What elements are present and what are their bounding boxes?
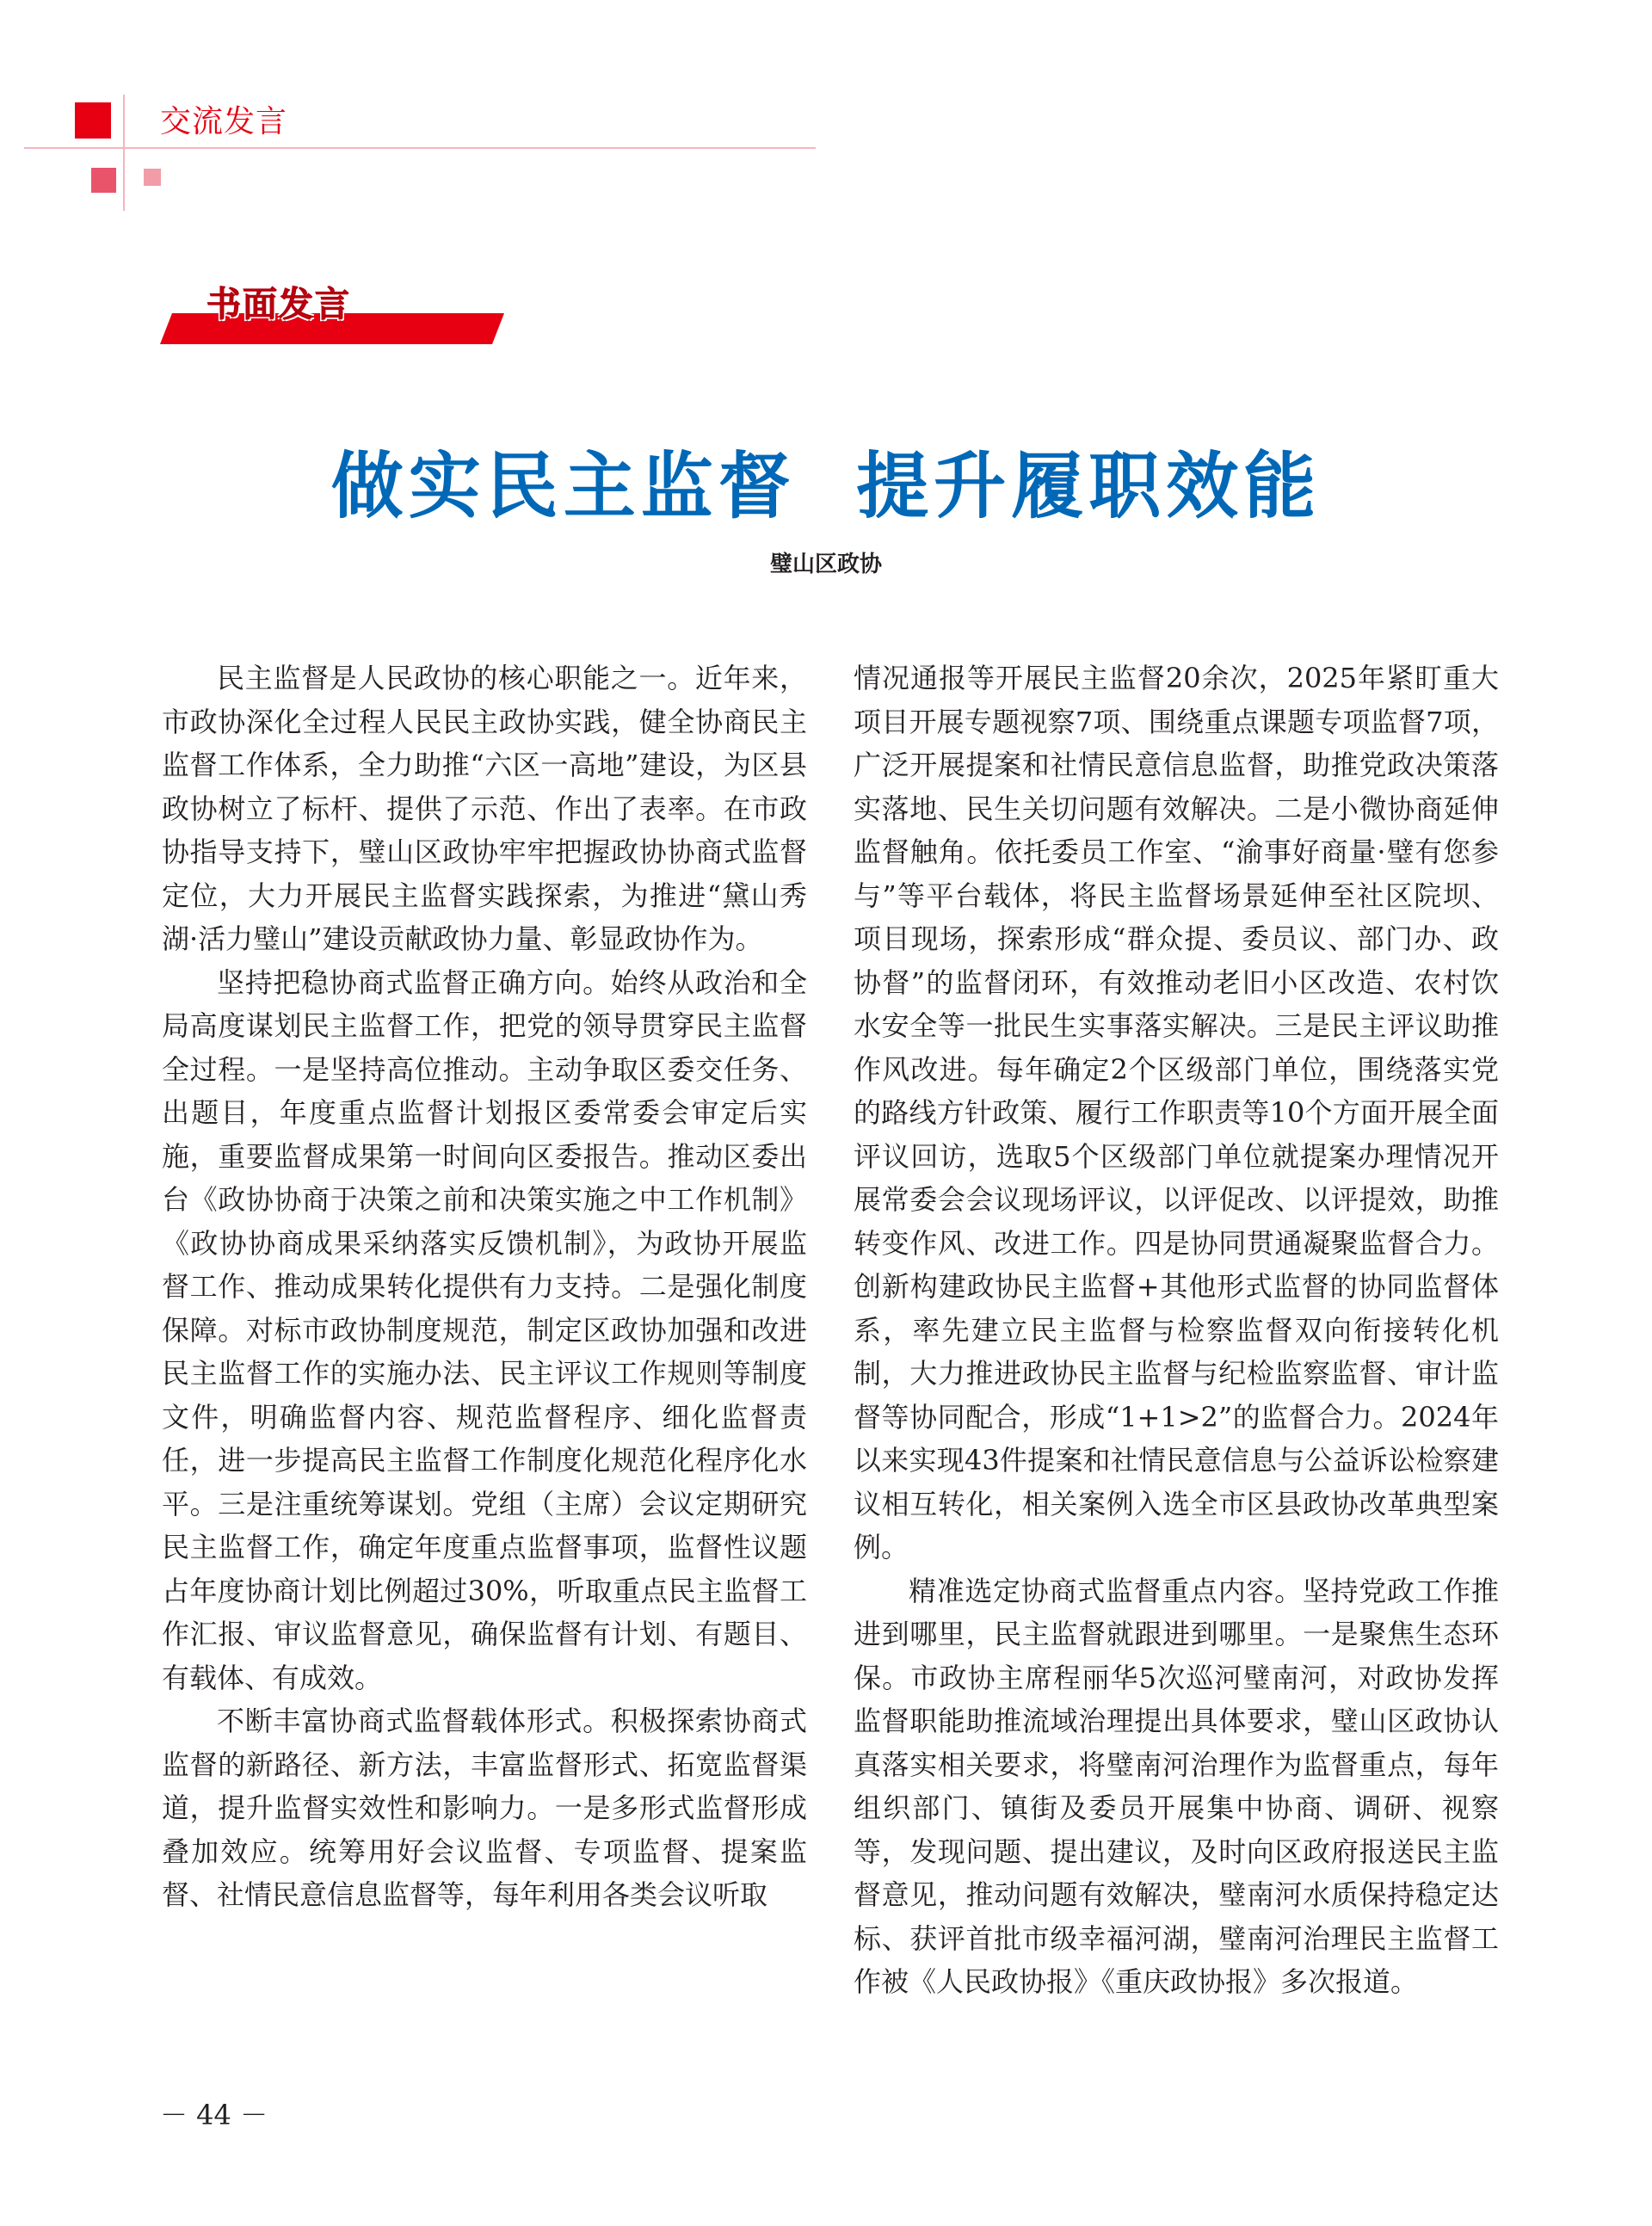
header-rule-vertical (123, 95, 125, 211)
page-number: － 44 － (160, 2099, 268, 2131)
right-column (854, 657, 1499, 2004)
paragraph: 不断丰富协商式监督载体形式。积极探索协商式监督的新路径、新方法，丰富监督形式、拓宽监督渠道，提升监督实效性和影响力。一是多形式监督形成叠加效应。统筹用好会议监督、专项监督、提案监督、社情民意信息监督等，每年利用各类会议听取 (162, 1705, 807, 1911)
left-column (162, 657, 807, 1917)
paragraph: 坚持把稳协商式监督正确方向。始终从政治和全局高度谋划民主监督工作，把党的领导贯穿民主监督全过程。一是坚持高位推动。主动争取区委交任务、出题目，年度重点监督计划报区委常委会审定后实施，重要监督成果第一时间向区委报告。推动区委出台《政协协商于决策之前和决策实施之中工作机制》《政协协商成果采纳落实反馈机制》，为政协开展监督工作、推动成果转化提供有力支持。二是强化制度保障。对标市政协制度规范，制定区政协加强和改进民主监督工作的实施办法、民主评议工作规则等制度文件，明确监督内容、规范监督程序、细化监督责任，进一步提高民主监督工作制度化规范化程序化水平。三是注重统筹谋划。党组（主席）会议定期研究民主监督工作，确定年度重点监督事项，监督性议题占年度协商计划比例超过30%，听取重点民主监督工作汇报、审议监督意见，确保监督有计划、有题目、有载体、有成效。 (162, 965, 807, 1694)
section-label: 交流发言 (160, 104, 288, 139)
paragraph-continued: 情况通报等开展民主监督20余次，2025年紧盯重大项目开展专题视察7项、围绕重点课题专项监督7项，广泛开展提案和社情民意信息监督，助推党政决策落实落地、民生关切问题有效解决。二是小微协商延伸监督触角。依托委员工作室、“渝事好商量·璧有您参与”等平台载体，将民主监督场景延伸至社区院坝、项目现场，探索形成“群众提、委员议、部门办、政协督”的监督闭环，有效推动老旧小区改造、农村饮水安全等一批民生实事落实解决。三是民主评议助推作风改进。每年确定2个区级部门单位，围绕落实党的路线方针政策、履行工作职责等10个方面开展全面评议回访，选取5个区级部门单位就提案办理情况开展常委会会议现场评议，以评促改、以评提效，助推转变作风、改进工作。四是协同贯通凝聚监督合力。创新构建政协民主监督+其他形式监督的协同监督体系，率先建立民主监督与检察监督双向衔接转化机制，大力推进政协民主监督与纪检监察监督、审计监督等协同配合，形成“1+1>2”的监督合力。2024年以来实现43件提案和社情民意信息与公益诉讼检察建议相互转化，相关案例入选全市区县政协改革典型案例。 (854, 662, 1499, 1563)
paragraph: 精准选定协商式监督重点内容。坚持党政工作推进到哪里，民主监督就跟进到哪里。一是聚焦生态环保。市政协主席程丽华5次巡河璧南河，对政协发挥监督职能助推流域治理提出具体要求，璧山区政协认真落实相关要求，将璧南河治理作为监督重点，每年组织部门、镇街及委员开展集中协商、调研、视察等，发现问题、提出建议，及时向区政府报送民主监督意见，推动问题有效解决，璧南河水质保持稳定达标、获评首批市级幸福河湖，璧南河治理民主监督工作被《人民政协报》《重庆政协报》多次报道。 (854, 1574, 1499, 1998)
paragraph: 民主监督是人民政协的核心职能之一。近年来，市政协深化全过程人民民主政协实践，健全协商民主监督工作体系，全力助推“六区一高地”建设，为区县政协树立了标杆、提供了示范、作出了表率。在市政协指导支持下，璧山区政协牢牢把握政协协商式监督定位，大力开展民主监督实践探索，为推进“黛山秀湖·活力璧山”建设贡献政协力量、彰显政协作为。 (162, 662, 807, 955)
header-red-square (75, 102, 111, 139)
header-light-pink-square (144, 169, 161, 186)
banner-label: 书面发言 (206, 285, 351, 324)
article-author: 璧山区政协 (769, 552, 882, 577)
header-rule-horizontal (24, 147, 816, 149)
header-pink-square (91, 168, 116, 193)
article-title: 做实民主监督 提升履职效能 (330, 444, 1322, 528)
